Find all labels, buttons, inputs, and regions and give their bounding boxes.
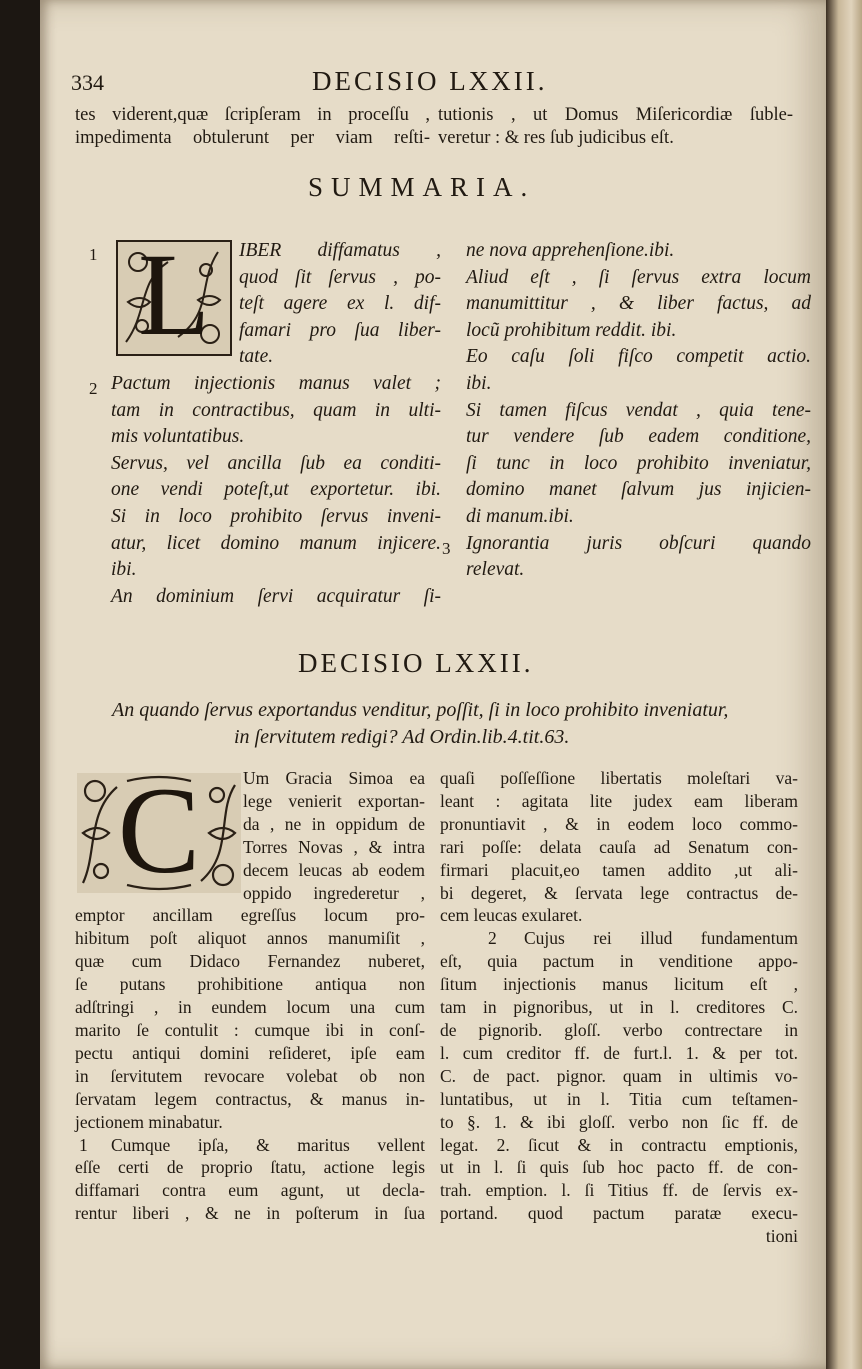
top-left-column (75, 104, 430, 150)
body-line: rari poſſe: delata cauſa ad Senatum con- (440, 836, 798, 857)
body-left-column (75, 762, 425, 1225)
summary-line: one vendi poteſt,ut exportetur. ibi. (111, 479, 441, 501)
body-line: in ſervitutem revocare volebat ob non (75, 1065, 425, 1086)
paragraph-number: 1 (79, 1134, 88, 1155)
text-line: tutionis , ut Domus Miſericordiæ ſuble- (438, 105, 793, 125)
summary-line: manumittitur , & liber factus, ad (466, 293, 811, 315)
body-right-column (440, 767, 798, 1248)
body-line: decem leucas ab eodem (243, 859, 425, 880)
summary-line: relevat. (466, 559, 525, 581)
summary-number: 2 (89, 379, 98, 398)
body-line: ſervatam legem contractus, & manus in- (75, 1088, 425, 1109)
body-line: marito ſe contulit : cumque ibi in conſ- (75, 1019, 425, 1040)
summaria-left-column (89, 238, 441, 610)
body-line: Um Gracia Simoa ea (243, 768, 425, 788)
body-line: pectu antiqui domini reſideret, ipſe eam (75, 1042, 425, 1063)
summary-line: atur, licet domino manum injicere. (111, 532, 441, 554)
catchword: tioni (765, 1226, 798, 1247)
paragraph-number: 2 (488, 928, 497, 949)
body-line: ſitum injectionis manus licitum eſt , (440, 974, 798, 995)
summary-line: Si tamen fiſcus vendat , quia tene- (466, 399, 811, 421)
body-line: trah. emption. l. ſi Titius ff. de ſervis ex- (440, 1180, 798, 1201)
summary-line: mis voluntatibus. (111, 426, 245, 448)
body-line: eſſe certi de proprio ſtatu, actione legis (75, 1157, 425, 1178)
body-line: Cumque ipſa, & maritus vellent (111, 1134, 425, 1155)
summary-line: Eo caſu ſoli fiſco competit actio. (466, 346, 811, 368)
summary-line: ſi tunc in loco prohibito inveniatur, (466, 452, 811, 474)
paragraph-line (75, 1134, 425, 1157)
body-line: ſe putans prohibitione antiqua non (75, 974, 425, 995)
summary-line: famari pro ſua liber- (239, 319, 441, 341)
text-line: impedimenta obtulerunt per viam reſti- (75, 128, 430, 148)
body-line: adſtringi , in eundem locum una cum (75, 997, 425, 1018)
summary-line: quod ſit ſervus , po- (239, 266, 441, 288)
body-line: l. cum creditor ff. de furt.l. 1. & per tot. (440, 1042, 798, 1063)
summary-line: Servus, vel ancilla ſub ea conditi- (111, 452, 441, 474)
body-line: firmari placuit,eo tamen addito ,ut ali- (440, 859, 798, 880)
body-line: eſt, quia pactum in venditione appo- (440, 951, 798, 972)
summary-line: IBER diffamatus , (239, 240, 441, 261)
body-line: to §. 1. & ibi gloſſ. verbo non ſic ff. de (440, 1111, 798, 1132)
body-line: da , ne in oppidum de (243, 813, 425, 834)
body-line: bi degeret, & ſervata lege contractus de- (440, 882, 798, 903)
body-line: cem leucas exularet. (440, 905, 583, 926)
body-line: oppido ingrederetur , (243, 882, 425, 903)
summary-line: Pactum injectionis manus valet ; (111, 372, 441, 394)
body-line: portand. quod pactum paratæ execu- (440, 1203, 798, 1224)
body-line: rentur liberi , & ne in poſterum in ſua (75, 1203, 425, 1224)
body-line: tam in pignoribus, ut in l. creditores C. (440, 997, 798, 1018)
body-line: de pignorib. gloſſ. verbo contrectare in (440, 1019, 798, 1040)
body-line: pronuntiavit , & in eodem loco commo- (440, 813, 798, 834)
summary-line: ibi. (111, 559, 137, 581)
body-line: lege venierit exportan- (243, 790, 425, 811)
summary-line: ibi. (466, 372, 492, 394)
summaria-heading: SUMMARIA. (308, 172, 536, 202)
book-page (40, 0, 826, 1369)
question-line: in ſervitutem redigi? Ad Ordin.lib.4.tit.63. (234, 726, 570, 748)
body-line: jectionem minabatur. (75, 1111, 223, 1132)
initial-letter: C (117, 762, 201, 899)
body-line: emptor ancillam egreſſus locum pro- (75, 905, 425, 926)
body-line: Torres Novas , & intra (243, 836, 425, 857)
summary-line: Si in loco prohibito ſervus inveni- (111, 505, 441, 527)
summary-line: An dominium ſervi acquiratur ſi- (111, 585, 441, 607)
summary-line: locũ prohibitum reddit. ibi. (466, 319, 677, 341)
page-number: 334 (71, 70, 104, 95)
next-page-edge (826, 0, 862, 1369)
paragraph-line (440, 927, 798, 950)
summary-number: 3 (442, 539, 451, 558)
summary-line: domino manet ſalvum jus injicien- (466, 479, 811, 501)
question-line: An quando ſervus exportandus venditur, poſſit, ſi in loco prohibito inveniatur, (112, 699, 729, 721)
body-line: C. de pact. pignor. quam in ultimis vo- (440, 1065, 798, 1086)
summary-line: Aliud eſt , ſi ſervus extra locum (466, 266, 811, 288)
summary-number: 1 (89, 245, 98, 264)
top-right-column (438, 104, 793, 150)
body-line: leant : agitata lite judex eam liberam (440, 790, 798, 811)
summary-line: teſt agere ex l. dif- (239, 293, 441, 315)
body-line: Cujus rei illud fundamentum (524, 928, 798, 949)
text-line: veretur : & res ſub judicibus eſt. (438, 128, 674, 148)
running-title: DECISIO LXXII. (312, 66, 548, 96)
body-line: quæ cum Didaco Fernandez nuberet, (75, 951, 425, 972)
decisio-heading: DECISIO LXXII. (298, 648, 534, 678)
body-line: diffamari contra eum agunt, ut decla- (75, 1180, 425, 1201)
summary-line: Ignorantia juris obſcuri quando (466, 532, 811, 554)
body-line: ut in l. ſi quis ſub hoc pacto ff. de con- (440, 1157, 798, 1178)
initial-letter: L (137, 240, 211, 356)
summaria-right-column (442, 238, 811, 584)
summary-line: tam in contractibus, quam in ulti- (111, 399, 441, 421)
body-line: legat. 2. ſicut & in contractu emptionis, (440, 1134, 798, 1155)
body-line: luntatibus, ut in l. Titia cum teſtamen- (440, 1088, 798, 1109)
text-line: tes viderent,quæ ſcripſeram in proceſſu , (75, 105, 430, 125)
summary-line: di manum.ibi. (466, 505, 574, 527)
summary-line: tur vendere ſub eadem conditione, (466, 426, 811, 448)
body-line: hibitum poſt aliquot annos manumiſit , (75, 928, 425, 949)
summary-line: ne nova apprehenſione.ibi. (466, 240, 675, 261)
body-line: quaſi poſſeſſione libertatis moleſtari va- (440, 768, 798, 788)
summary-line: tate. (239, 346, 274, 368)
